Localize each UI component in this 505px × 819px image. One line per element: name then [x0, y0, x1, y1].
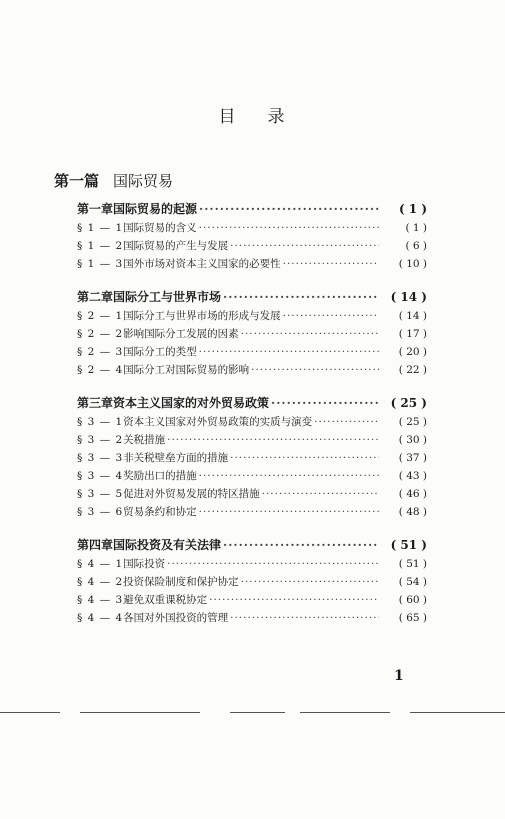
- chapter-title: 资本主义国家的对外贸易政策: [113, 396, 270, 410]
- leader-dots: [167, 434, 379, 446]
- part-name: 国际贸易: [113, 172, 174, 190]
- section-number: § 1 — 1: [77, 222, 124, 234]
- section-page: ( 10 ): [398, 258, 427, 270]
- leader-dots: [199, 506, 379, 518]
- section-number: § 2 — 4: [77, 364, 124, 376]
- chapter-title: 国际贸易的起源: [113, 202, 198, 216]
- section-page: ( 17 ): [398, 328, 427, 340]
- section-page: ( 60 ): [398, 594, 427, 606]
- part-label: 第一篇: [54, 172, 100, 190]
- bottom-rule: [80, 712, 200, 713]
- chapter-row[interactable]: [77, 536, 427, 556]
- section-title: 国际贸易的含义: [123, 222, 197, 234]
- section-row[interactable]: [77, 414, 427, 432]
- section-title: 奖励出口的措施: [123, 470, 197, 482]
- leader-dots: [230, 452, 379, 464]
- chapter-number: 第四章: [77, 538, 114, 552]
- section-row[interactable]: [77, 556, 427, 574]
- section-page: ( 43 ): [398, 470, 427, 482]
- section-row[interactable]: [77, 486, 427, 504]
- section-number: § 3 — 3: [77, 452, 124, 464]
- section-number: § 3 — 6: [77, 506, 124, 518]
- section-page: ( 46 ): [398, 488, 427, 500]
- section-number: § 3 — 4: [77, 470, 124, 482]
- leader-dots: [241, 328, 379, 340]
- leader-dots: [199, 470, 379, 482]
- leader-dots: [283, 310, 379, 322]
- section-row[interactable]: [77, 326, 427, 344]
- leader-dots: [199, 202, 379, 216]
- leader-dots: [230, 240, 379, 252]
- section-row[interactable]: [77, 504, 427, 522]
- page-title-left: 目: [218, 107, 238, 127]
- section-title: 各国对外国投资的管理: [123, 612, 229, 624]
- section-number: § 3 — 5: [77, 488, 124, 500]
- bottom-rule: [300, 712, 390, 713]
- section-number: § 2 — 2: [77, 328, 124, 340]
- section-number: § 3 — 2: [77, 434, 124, 446]
- section-number: § 1 — 2: [77, 240, 124, 252]
- section-title: 国际投资: [123, 558, 166, 570]
- chapter-number: 第三章: [77, 396, 114, 410]
- section-title: 资本主义国家对外贸易政策的实质与演变: [123, 416, 313, 428]
- section-row[interactable]: [77, 432, 427, 450]
- bottom-rule: [230, 712, 285, 713]
- bottom-rule: [0, 712, 60, 713]
- section-number: § 4 — 4: [77, 612, 124, 624]
- page-number: 1: [394, 668, 404, 684]
- chapter-number: 第一章: [77, 202, 114, 216]
- chapter-title: 国际分工与世界市场: [113, 290, 222, 304]
- chapter-title: 国际投资及有关法律: [113, 538, 222, 552]
- section-row[interactable]: [77, 468, 427, 486]
- leader-dots: [199, 346, 379, 358]
- chapter-row[interactable]: [77, 288, 427, 308]
- bottom-rule: [410, 712, 505, 713]
- section-title: 避免双重课税协定: [123, 594, 208, 606]
- section-title: 关税措施: [123, 434, 166, 446]
- section-row[interactable]: [77, 574, 427, 592]
- section-title: 国际分工与世界市场的形成与发展: [123, 310, 281, 322]
- leader-dots: [283, 258, 379, 270]
- section-row[interactable]: [77, 362, 427, 380]
- page-title: [0, 102, 505, 127]
- section-row[interactable]: [77, 450, 427, 468]
- section-number: § 3 — 1: [77, 416, 124, 428]
- section-title: 国际贸易的产生与发展: [123, 240, 229, 252]
- chapter-page: ( 14 ): [390, 290, 427, 304]
- leader-dots: [241, 576, 379, 588]
- leader-dots: [209, 594, 379, 606]
- section-title: 促进对外贸易发展的特区措施: [123, 488, 260, 500]
- section-row[interactable]: [77, 592, 427, 610]
- section-title: 国际分工的类型: [123, 346, 197, 358]
- leader-dots: [223, 290, 379, 304]
- section-page: ( 48 ): [398, 506, 427, 518]
- section-page: ( 6 ): [405, 240, 427, 252]
- chapter-number: 第二章: [77, 290, 114, 304]
- section-number: § 4 — 2: [77, 576, 124, 588]
- leader-dots: [314, 416, 379, 428]
- section-row[interactable]: [77, 308, 427, 326]
- leader-dots: [199, 222, 379, 234]
- chapter-page: ( 25 ): [390, 396, 427, 410]
- leader-dots: [271, 396, 379, 410]
- chapter-row[interactable]: [77, 394, 427, 414]
- section-page: ( 20 ): [398, 346, 427, 358]
- section-title: 国际分工对国际贸易的影响: [123, 364, 250, 376]
- section-page: ( 30 ): [398, 434, 427, 446]
- section-row[interactable]: [77, 610, 427, 628]
- section-title: 非关税壁垒方面的措施: [123, 452, 229, 464]
- section-page: ( 25 ): [398, 416, 427, 428]
- section-page: ( 37 ): [398, 452, 427, 464]
- section-row[interactable]: [77, 256, 427, 274]
- section-number: § 2 — 1: [77, 310, 124, 322]
- section-number: § 4 — 3: [77, 594, 124, 606]
- leader-dots: [262, 488, 379, 500]
- section-title: 影响国际分工发展的因素: [123, 328, 239, 340]
- page-title-right: 录: [267, 107, 287, 127]
- chapter-page: ( 51 ): [390, 538, 427, 552]
- section-number: § 4 — 1: [77, 558, 124, 570]
- section-page: ( 51 ): [398, 558, 427, 570]
- section-page: ( 22 ): [398, 364, 427, 376]
- leader-dots: [230, 612, 379, 624]
- section-title: 投资保险制度和保护协定: [123, 576, 239, 588]
- section-row[interactable]: [77, 220, 427, 238]
- section-number: § 2 — 3: [77, 346, 124, 358]
- leader-dots: [223, 538, 379, 552]
- section-page: ( 14 ): [398, 310, 427, 322]
- table-of-contents: [77, 200, 427, 628]
- part-heading: [54, 170, 173, 191]
- section-row[interactable]: [77, 238, 427, 256]
- chapter-page: ( 1 ): [398, 202, 427, 216]
- section-title: 贸易条约和协定: [123, 506, 197, 518]
- section-page: ( 54 ): [398, 576, 427, 588]
- section-page: ( 65 ): [398, 612, 427, 624]
- section-title: 国外市场对资本主义国家的必要性: [123, 258, 281, 270]
- section-number: § 1 — 3: [77, 258, 124, 270]
- leader-dots: [167, 558, 379, 570]
- chapter-row[interactable]: [77, 200, 427, 220]
- leader-dots: [251, 364, 379, 376]
- section-page: ( 1 ): [405, 222, 427, 234]
- section-row[interactable]: [77, 344, 427, 362]
